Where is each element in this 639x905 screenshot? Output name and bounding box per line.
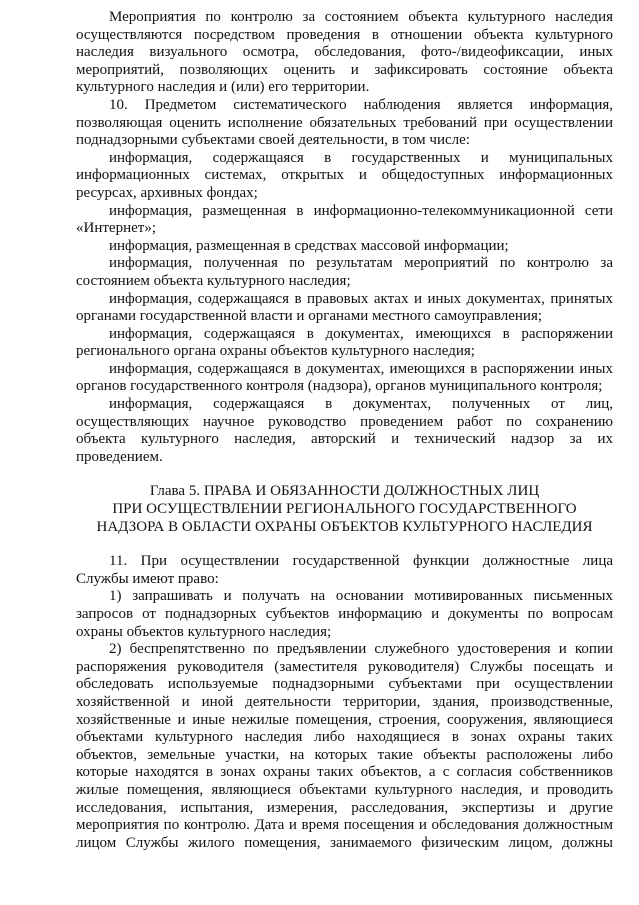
text-line: мероприятий, позволяющих оценить и зафиксировать состояние объекта <box>76 61 613 78</box>
text-line: органов государственного контроля (надзора), органов муниципального контроля; <box>76 378 603 395</box>
text-line: жилые помещения, являющиеся объектами культурного наследия, и проводить <box>76 781 613 798</box>
chapter-heading-line: Глава 5. ПРАВА И ОБЯЗАННОСТИ ДОЛЖНОСТНЫХ ЛИЦ <box>149 483 540 500</box>
text-line: культурного наследия и (или) его территории. <box>76 79 370 96</box>
text-line: проведением. <box>76 448 163 465</box>
text-line: ресурсах, архивных фондах; <box>76 184 258 201</box>
text-line: обследовать используемые поднадзорными субъектами при осуществлении <box>76 676 613 693</box>
text-line: «Интернет»; <box>76 220 156 237</box>
text-line: наследия визуального осмотра, обследования, фото-/видеофиксации, иных <box>76 44 613 61</box>
text-line: поднадзорными субъектами своей деятельности, в том числе: <box>76 132 470 149</box>
text-line: 11. При осуществлении государственной функции должностные лица <box>109 553 613 570</box>
chapter-heading <box>76 483 613 536</box>
paragraph-block-monitoring <box>76 9 613 466</box>
text-line: хозяйственные и иные нежилые помещения, строения, сооружения, являющиеся <box>76 711 613 728</box>
text-line: охраны объектов культурного наследия; <box>76 623 332 640</box>
text-line: информация, содержащаяся в правовых актах и иных документах, принятых <box>109 290 613 307</box>
text-line: осуществляются посредством проведения в отношении объекта культурного <box>76 26 613 43</box>
text-line: информация, содержащаяся в документах, имеющихся в распоряжении <box>109 325 613 342</box>
text-line: позволяющая оценить исполнение обязательных требований при осуществлении <box>76 114 613 131</box>
text-line: информация, размещенная в информационно-телекоммуникационной сети <box>109 202 613 219</box>
text-line: лицом Службы жилого помещения, занимаемого физическим лицом, должны <box>76 834 613 851</box>
text-line: которые находятся в зонах охраны таких объектов, а с согласия собственников <box>76 764 613 781</box>
text-line: 10. Предметом систематического наблюдения является информация, <box>109 96 613 113</box>
text-line: Мероприятия по контролю за состоянием объекта культурного наследия <box>109 9 613 25</box>
text-line: состоянием объекта культурного наследия; <box>76 272 351 289</box>
text-line: объектов, земельные участки, на которых такие объекты расположены либо <box>76 746 613 763</box>
text-line: информация, размещенная в средствах массовой информации; <box>109 237 509 254</box>
text-line: 1) запрашивать и получать на основании мотивированных письменных <box>109 588 613 605</box>
text-line: мероприятия по контролю. Дата и время посещения и обследования должностным <box>76 817 613 834</box>
text-line: исследования, испытания, измерения, расследования, экспертизы и другие <box>76 799 613 816</box>
text-line: органами государственной власти и органами местного самоуправления; <box>76 308 543 325</box>
text-line: Службы имеют право: <box>76 570 219 587</box>
text-line: регионального органа охраны объектов культурного наследия; <box>76 343 475 360</box>
text-line: осуществляющих научное руководство проведением работ по сохранению <box>76 413 613 430</box>
paragraph-block-rights <box>76 553 613 852</box>
text-line: запросов от поднадзорных субъектов информацию и документы по вопросам <box>76 606 613 622</box>
text-line: 2) беспрепятственно по предъявлении служебного удостоверения и копии <box>109 641 613 658</box>
text-line: объектами культурного наследия либо находящиеся в зонах охраны таких <box>76 729 613 746</box>
chapter-heading-line: НАДЗОРА В ОБЛАСТИ ОХРАНЫ ОБЪЕКТОВ КУЛЬТУРНОГО НАСЛЕДИЯ <box>96 518 593 535</box>
text-line: информация, полученная по результатам мероприятий по контролю за <box>109 255 613 272</box>
text-line: объекта культурного наследия, авторский и технический надзор за их <box>76 431 613 448</box>
text-line: информация, содержащаяся в документах, полученных от лиц, <box>109 396 613 413</box>
text-line: информация, содержащаяся в документах, имеющихся в распоряжении иных <box>109 360 613 377</box>
text-line: информационных системах, открытых и общедоступных информационных <box>76 167 613 184</box>
text-line: хозяйственной и иной деятельности территории, здания, производственные, <box>76 693 613 710</box>
text-line: распоряжения руководителя (заместителя руководителя) Службы посещать и <box>76 658 613 675</box>
text-line: информация, содержащаяся в государственных и муниципальных <box>109 149 613 166</box>
chapter-heading-line: ПРИ ОСУЩЕСТВЛЕНИИ РЕГИОНАЛЬНОГО ГОСУДАРСТВЕННОГО <box>112 501 577 518</box>
